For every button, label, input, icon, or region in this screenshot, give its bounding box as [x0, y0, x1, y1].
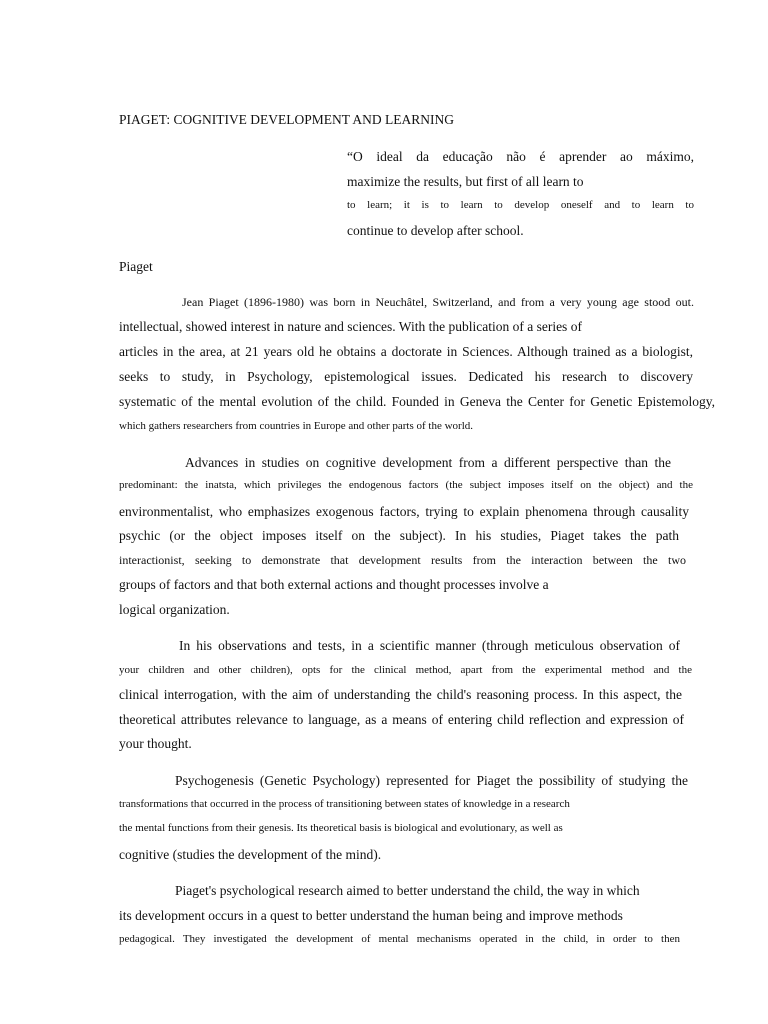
paragraph-1-line: systematic of the mental evolution of the child. Founded in Geneva the Center for Genetic Epistemology, [119, 394, 715, 409]
paragraph-3-line: your children and other children), opts for the clinical method, apart from the experimental method and the [119, 664, 692, 676]
paragraph-1-line: intellectual, showed interest in nature and sciences. With the publication of a series of [119, 319, 582, 334]
paragraph-4-line: Psychogenesis (Genetic Psychology) represented for Piaget the possibility of studying the [175, 773, 688, 788]
paragraph-2-line: groups of factors and that both external actions and thought processes involve a [119, 577, 549, 592]
section-heading: Piaget [119, 259, 153, 274]
paragraph-5-line: Piaget's psychological research aimed to better understand the child, the way in which [175, 883, 640, 898]
paragraph-1-line: which gathers researchers from countries in Europe and other parts of the world. [119, 420, 474, 432]
paragraph-4-line: cognitive (studies the development of the mind). [119, 847, 382, 862]
epigraph-line: “O ideal da educação não é aprender ao máximo, [347, 149, 694, 164]
paragraph-1-line: seeks to study, in Psychology, epistemological issues. Dedicated his research to discovery [119, 369, 693, 384]
paragraph-3-line: In his observations and tests, in a scientific manner (through meticulous observation of [179, 638, 680, 653]
paragraph-5-line: pedagogical. They investigated the development of mental mechanisms operated in the child, in order to then [119, 933, 680, 945]
paragraph-2-line: logical organization. [119, 602, 230, 617]
paragraph-2-line: predominant: the inatsta, which privileges the endogenous factors (the subject imposes itself on the object) and the [119, 479, 693, 491]
paragraph-3-line: theoretical attributes relevance to language, as a means of entering child reflection and expression of [119, 712, 684, 727]
paragraph-2-line: environmentalist, who emphasizes exogenous factors, trying to explain phenomena through causality [119, 504, 689, 519]
paragraph-2-line: psychic (or the object imposes itself on the subject). In his studies, Piaget takes the path [119, 528, 679, 543]
epigraph-line: maximize the results, but first of all learn to [347, 174, 584, 189]
paragraph-2-line: interactionist, seeking to demonstrate that development results from the interaction between the two [119, 553, 686, 567]
paragraph-1-line: Jean Piaget (1896-1980) was born in Neuchâtel, Switzerland, and from a very young age stood out. [182, 295, 694, 309]
paragraph-5-line: its development occurs in a quest to better understand the human being and improve methods [119, 908, 623, 923]
epigraph-line: continue to develop after school. [347, 223, 524, 238]
paragraph-3-line: your thought. [119, 736, 192, 751]
document-title: PIAGET: COGNITIVE DEVELOPMENT AND LEARNING [119, 112, 455, 127]
paragraph-4-line: transformations that occurred in the process of transitioning between states of knowledge in a research [119, 798, 570, 810]
epigraph-line: to learn; it is to learn to develop oneself and to learn to [347, 199, 694, 211]
paragraph-2-line: Advances in studies on cognitive development from a different perspective than the [185, 455, 671, 470]
paragraph-1-line: articles in the area, at 21 years old he obtains a doctorate in Sciences. Although trained as a biologist, [119, 344, 693, 359]
paragraph-3-line: clinical interrogation, with the aim of understanding the child's reasoning process. In this aspect, the [119, 687, 682, 702]
paragraph-4-line: the mental functions from their genesis. Its theoretical basis is biological and evolutionary, as well as [119, 822, 563, 834]
